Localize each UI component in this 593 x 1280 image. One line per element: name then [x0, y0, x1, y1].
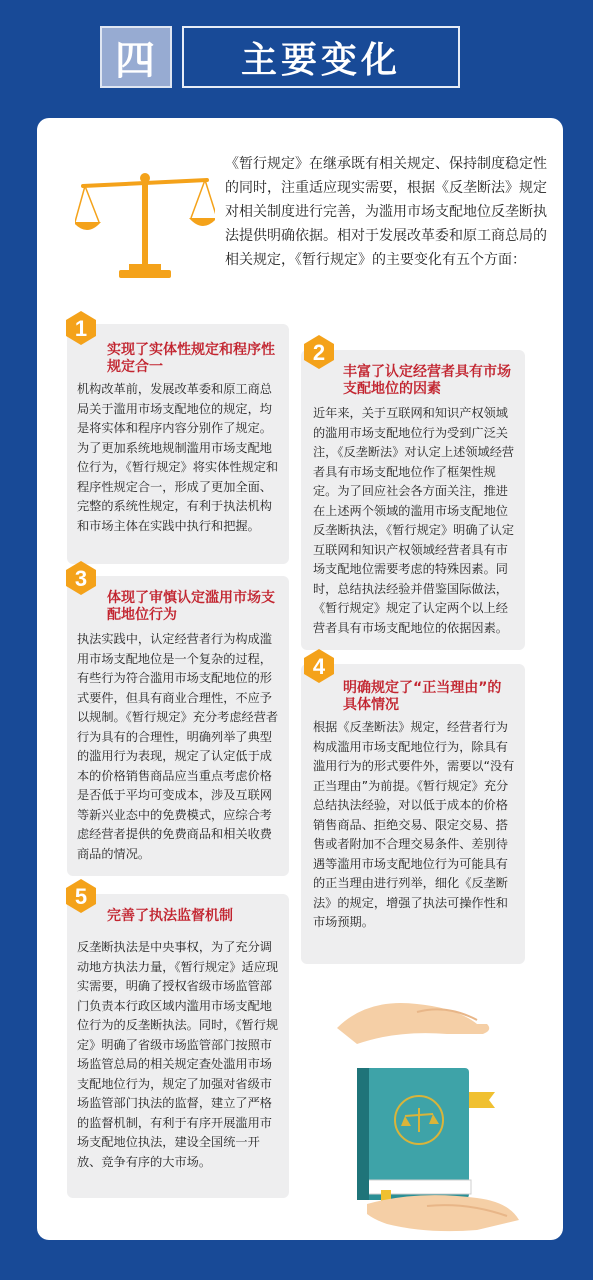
- section-panel-3: [67, 576, 289, 876]
- section-panel-2: [301, 350, 525, 650]
- badge-number-3: 3: [74, 566, 88, 591]
- number-badge-1: [63, 310, 99, 346]
- hands-law-book-icon: [327, 984, 527, 1234]
- section-panel-4: [301, 664, 525, 964]
- section-body-2: 近年来，关于互联网和知识产权领域的滥用市场支配地位行为受到广泛关注，《反垄断法》对认定上述领域经营者具有市场支配地位作了框架性规定。为了回应社会各方面关注，推进在上述两个领域的滥用市场支配地位反垄断执法，《暂行规定》明确了认定互联网和知识产权领域经营者具有市场支配地位需要考虑的特殊因素。同时，总结执法经验并借鉴国际做法，《暂行规定》规定了认定两个以上经营者具有市场支配地位的依据因素。: [313, 406, 515, 635]
- number-badge-4: [301, 648, 337, 684]
- section-title-4: 明确规定了“正当理由”的具体情况: [343, 680, 502, 713]
- badge-number-4: 4: [312, 654, 326, 679]
- section-panel-5: [67, 894, 289, 1198]
- section-title: 主要变化: [240, 39, 401, 81]
- section-number-box: [100, 26, 172, 88]
- section-body-3: 执法实践中，认定经营者行为构成滥用市场支配地位是一个复杂的过程，有些行为符合滥用市场支配地位的形式要件，但具有商业合理性，不应予以规制。《暂行规定》充分考虑经营者行为具有的合理性，明确列举了典型的滥用行为表现，规定了认定低于成本的价格销售商品应当重点考虑价格是否低于平均可变成本，涉及互联网等新兴业态中的免费模式，应综合考虑经营者提供的免费商品和相关收费商品的情况。: [77, 632, 279, 861]
- badge-number-2: 2: [312, 340, 326, 365]
- number-badge-2: [301, 334, 337, 370]
- section-body-5: 反垄断执法是中央事权，为了充分调动地方执法力量，《暂行规定》适应现实需要，明确了授权省级市场监管部门负责本行政区域内滥用市场支配地位行为的反垄断执法。同时，《暂行规定》明确了省级市场监管部门按照市场监管总局的相关规定查处滥用市场支配地位行为，规定了加强对省级市场监管部门执法的监督，建立了严格的监督机制，有利于有序开展滥用市场支配地位执法，建设全国统一开放、竞争有序的大市场。: [77, 940, 279, 1169]
- section-title-3: 体现了审慎认定滥用市场支配地位行为: [107, 590, 275, 623]
- number-badge-3: [63, 560, 99, 596]
- section-panel-1: [67, 324, 289, 564]
- section-title-5: 完善了执法监督机制: [107, 908, 233, 924]
- intro-text: 《暂行规定》在继承既有相关规定、保持制度稳定性的同时，注重适应现实需要，根据《反垄断法》规定对相关制度进行完善，为滥用市场支配地位反垄断执法提供明确依据。相对于发展改革委和原工商总局的相关规定，《暂行规定》的主要变化有五个方面：: [225, 156, 547, 268]
- section-number: 四: [115, 37, 157, 84]
- section-title-1: 实现了实体性规定和程序性规定合一: [107, 342, 275, 375]
- badge-number-5: 5: [74, 884, 88, 909]
- header: [0, 0, 593, 110]
- balance-scale-icon: [75, 172, 215, 282]
- section-title-2: 丰富了认定经营者具有市场支配地位的因素: [343, 364, 511, 397]
- content-card: [37, 118, 563, 1240]
- number-badge-5: [63, 878, 99, 914]
- badge-number-1: 1: [74, 316, 88, 341]
- section-body-4: 根据《反垄断法》规定，经营者行为构成滥用市场支配地位行为，除具有滥用行为的形式要件外，需要以“没有正当理由”为前提。《暂行规定》充分总结执法经验，对以低于成本的价格销售商品、拒绝交易、限定交易、搭售或者附加不合理交易条件、差别待遇等滥用市场支配地位行为可能具有的正当理由进行列举，细化《反垄断法》的规定，增强了执法可操作性和市场预期。: [313, 720, 515, 929]
- section-title-box: [182, 26, 460, 88]
- section-body-1: 机构改革前，发展改革委和原工商总局关于滥用市场支配地位的规定，均是将实体和程序内容分别作了规定。为了更加系统地规制滥用市场支配地位行为，《暂行规定》将实体性规定和程序性规定合一，形成了更加全面、完整的系统性规定，有利于执法机构和市场主体在实践中执行和把握。: [77, 382, 279, 533]
